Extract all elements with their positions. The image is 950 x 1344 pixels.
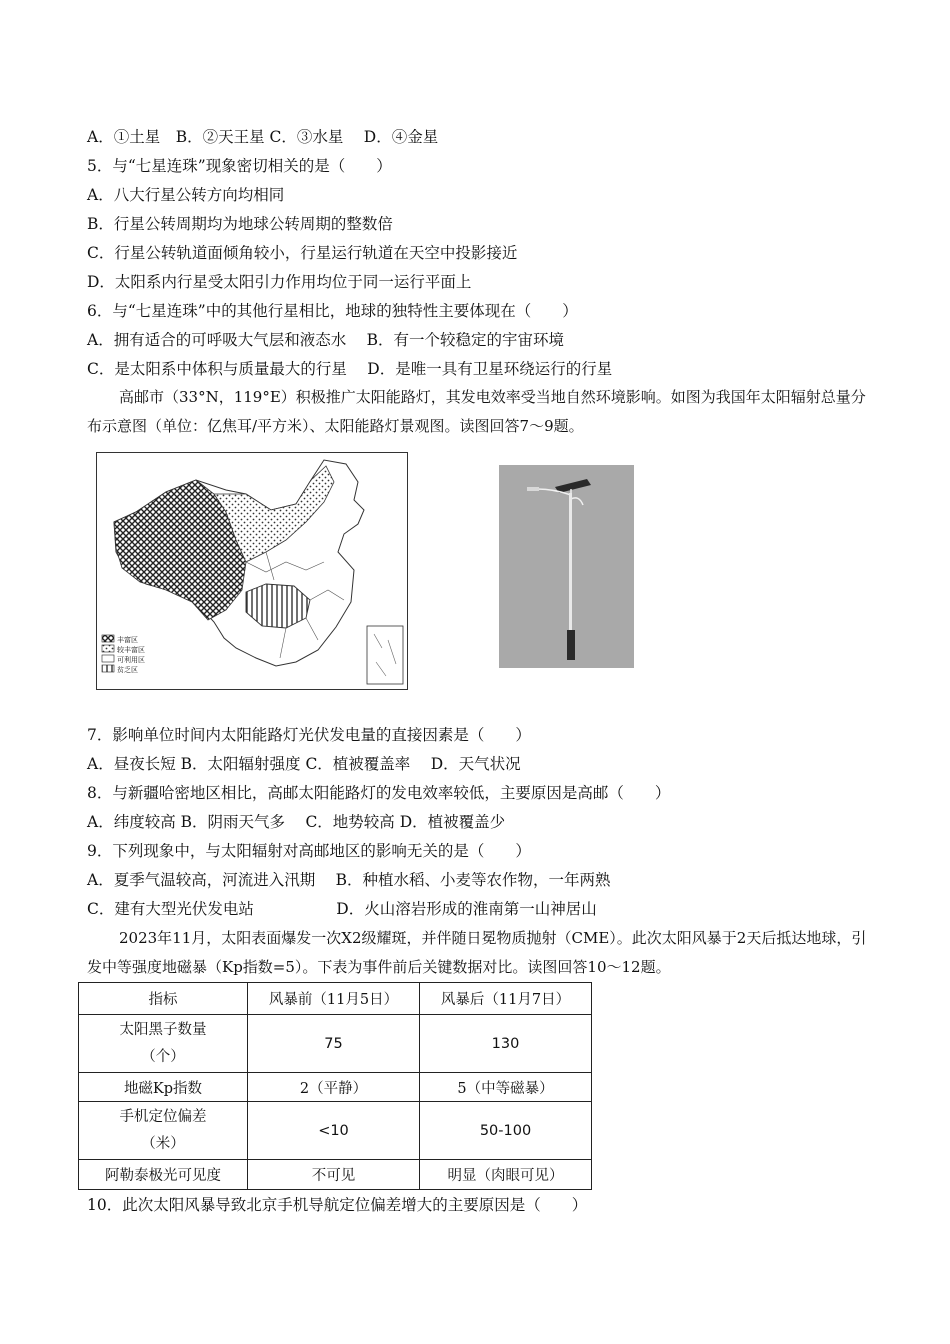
q9-options-ab: A．夏季气温较高，河流进入汛期 B．种植水稻、小麦等农作物，一年两熟 bbox=[87, 871, 611, 889]
lamp-head bbox=[527, 487, 539, 491]
legend-swatch-relatively-rich bbox=[102, 645, 114, 652]
q9-options-cd: C．建有大型光伏发电站 D．火山溶岩形成的淮南第一山神居山 bbox=[87, 900, 597, 918]
solar-streetlight-photo bbox=[499, 465, 634, 668]
table-header-indicator: 指标 bbox=[79, 983, 248, 1015]
table-row bbox=[79, 1015, 592, 1073]
q8-options: A．纬度较高 B．阴雨天气多 C．地势较高 D．植被覆盖少 bbox=[87, 813, 506, 831]
q5-option-c: C．行星公转轨道面倾角较小，行星运行轨道在天空中投影接近 bbox=[87, 244, 518, 262]
q5-option-a: A．八大行星公转方向均相同 bbox=[87, 186, 285, 204]
table-cell-before: 2（平静） bbox=[248, 1073, 420, 1102]
q9-stem: 9．下列现象中，与太阳辐射对高邮地区的影响无关的是（ ） bbox=[87, 842, 531, 860]
passage-solar-storm: 2023年11月，太阳表面爆发一次X2级耀斑，并伴随日冕物质抛射（CME）。此次太阳风暴于2天后抵达地球，引发中等强度地磁暴（Kp指数=5）。下表为事件前后关键数据对比。读图回答10～12题。 bbox=[87, 929, 867, 976]
legend-label-usable: 可利用区 bbox=[117, 656, 145, 664]
table-label-line1: 手机定位偏差 bbox=[119, 1108, 207, 1125]
q7-options: A．昼夜长短 B．太阳辐射强度 C．植被覆盖率 D．天气状况 bbox=[87, 755, 521, 773]
table-cell-label: 阿勒泰极光可见度 bbox=[79, 1160, 248, 1190]
passage-solar-streetlight: 高邮市（33°N，119°E）积极推广太阳能路灯，其发电效率受当地自然环境影响。如图为我国年太阳辐射总量分布示意图（单位：亿焦耳/平方米）、太阳能路灯景观图。读图回答7～9题。 bbox=[87, 388, 866, 435]
q8-stem: 8．与新疆哈密地区相比，高邮太阳能路灯的发电效率较低，主要原因是高邮（ ） bbox=[87, 784, 671, 802]
table-cell-after: 130 bbox=[420, 1015, 592, 1073]
table-row bbox=[79, 1102, 592, 1160]
table-cell-label bbox=[79, 1015, 248, 1073]
table-cell-after: 50-100 bbox=[420, 1102, 592, 1160]
q6-stem: 6．与“七星连珠”中的其他行星相比，地球的独特性主要体现在（ ） bbox=[87, 302, 578, 320]
q7-stem: 7．影响单位时间内太阳能路灯光伏发电量的直接因素是（ ） bbox=[87, 726, 531, 744]
q5-option-b: B．行星公转周期均为地球公转周期的整数倍 bbox=[87, 215, 393, 233]
lamp-pole bbox=[569, 493, 572, 633]
q4-options: A．①土星 B．②天王星 C．③水星 D．④金星 bbox=[87, 128, 439, 146]
storm-data-table bbox=[78, 982, 592, 1190]
table-label-line1: 太阳黑子数量 bbox=[119, 1021, 207, 1038]
legend-swatch-rich bbox=[102, 635, 114, 642]
table-cell-label bbox=[79, 1102, 248, 1160]
table-header-after: 风暴后（11月7日） bbox=[420, 983, 592, 1015]
table-row bbox=[79, 1160, 592, 1190]
table-header-before: 风暴前（11月5日） bbox=[248, 983, 420, 1015]
q5-option-d: D．太阳系内行星受太阳引力作用均位于同一运行平面上 bbox=[87, 273, 472, 291]
table-cell-after: 明显（肉眼可见） bbox=[420, 1160, 592, 1190]
solar-radiation-map bbox=[96, 452, 408, 690]
q5-stem: 5．与“七星连珠”现象密切相关的是（ ） bbox=[87, 157, 392, 175]
legend-swatch-usable bbox=[102, 655, 114, 662]
table-cell-before: 不可见 bbox=[248, 1160, 420, 1190]
table-row bbox=[79, 1073, 592, 1102]
legend-label-relatively-rich: 较丰富区 bbox=[117, 646, 145, 654]
table-label-line2: （米） bbox=[141, 1135, 185, 1152]
table-cell-before: 75 bbox=[248, 1015, 420, 1073]
table-label-line2: （个） bbox=[141, 1048, 185, 1065]
q10-stem: 10．此次太阳风暴导致北京手机导航定位偏差增大的主要原因是（ ） bbox=[87, 1196, 588, 1214]
legend-label-poor: 贫乏区 bbox=[117, 666, 138, 674]
table-cell-after: 5（中等磁暴） bbox=[420, 1073, 592, 1102]
q6-options-cd: C．是太阳系中体积与质量最大的行星 D．是唯一具有卫星环绕运行的行星 bbox=[87, 360, 613, 378]
table-cell-before: <10 bbox=[248, 1102, 420, 1160]
table-header-row bbox=[79, 983, 592, 1015]
table-cell-label: 地磁Kp指数 bbox=[79, 1073, 248, 1102]
lamp-base bbox=[567, 630, 575, 660]
q6-options-ab: A．拥有适合的可呼吸大气层和液态水 B．有一个较稳定的宇宙环境 bbox=[87, 331, 565, 349]
legend-label-rich: 丰富区 bbox=[117, 636, 138, 644]
legend-swatch-poor bbox=[102, 665, 114, 672]
